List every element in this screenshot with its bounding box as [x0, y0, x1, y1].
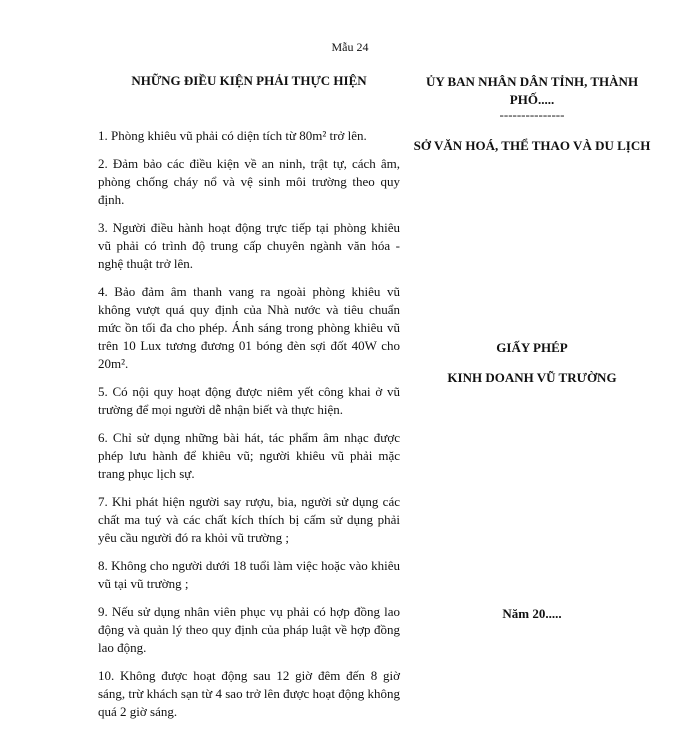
- condition-item: 8. Không cho người dưới 18 tuổi làm việc hoặc vào khiêu vũ tại vũ trường ;: [98, 558, 400, 591]
- condition-item: 3. Người điều hành hoạt động trực tiếp tại phòng khiêu vũ phải có trình độ trung cấp chuyên ngành văn hóa - nghệ thuật trở lên.: [98, 220, 400, 271]
- permit-title: [408, 340, 656, 386]
- condition-item: 2. Đảm bảo các điều kiện về an ninh, trật tự, cách âm, phòng chống cháy nổ và vệ sinh môi trường theo quy định.: [98, 156, 400, 207]
- condition-item: 4. Bảo đảm âm thanh vang ra ngoài phòng khiêu vũ không vượt quá quy định của Nhà nước và tiêu chuẩn mức ồn tối đa cho phép. Ánh sáng trong phòng khiêu vũ trên 10 Lux tương đương 01 bóng đèn sợi đốt 40W cho 20m².: [98, 284, 400, 371]
- permit-title-line-2: KINH DOANH VŨ TRƯỜNG: [447, 370, 617, 385]
- header-separator: ---------------: [499, 107, 565, 122]
- issue-year: Năm 20.....: [502, 606, 562, 621]
- permit-title-line-1: GIẤY PHÉP: [496, 340, 568, 355]
- condition-item: 5. Có nội quy hoạt động được niêm yết công khai ở vũ trường để mọi người dễ nhận biết và thực hiện.: [98, 384, 400, 417]
- committee-name: ỦY BAN NHÂN DÂN TỈNH, THÀNH PHỐ.....: [425, 74, 639, 107]
- condition-item: 6. Chỉ sử dụng những bài hát, tác phẩm âm nhạc được phép lưu hành để khiêu vũ; người khiêu vũ phải mặc trang phục lịch sự.: [98, 430, 400, 481]
- condition-item: 1. Phòng khiêu vũ phải có diện tích từ 80m² trở lên.: [98, 128, 367, 143]
- issuer-header: [408, 73, 656, 155]
- department-name: SỞ VĂN HOÁ, THỂ THAO VÀ DU LỊCH: [413, 138, 651, 153]
- condition-item: 9. Nếu sử dụng nhân viên phục vụ phải có hợp đồng lao động và quản lý theo quy định của pháp luật về hợp đồng lao động.: [98, 604, 400, 655]
- condition-item: 7. Khi phát hiện người say rượu, bia, người sử dụng các chất ma tuý và các chất kích thích bị cấm sử dụng phải yêu cầu người đó ra khỏi vũ trường ;: [98, 494, 400, 545]
- conditions-title: NHỮNG ĐIỀU KIỆN PHẢI THỰC HIỆN: [131, 73, 367, 88]
- conditions-column: [98, 73, 400, 731]
- condition-item: 10. Không được hoạt động sau 12 giờ đêm đến 8 giờ sáng, trừ khách sạn từ 4 sao trở lên được hoạt động không quá 2 giờ sáng.: [98, 668, 400, 719]
- form-number: Mẫu 24: [331, 40, 369, 54]
